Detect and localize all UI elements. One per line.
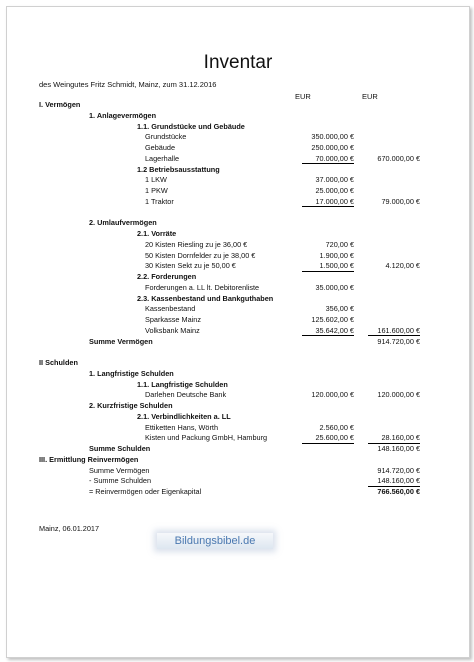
row-value-eur-1: 720,00 € [325,239,354,249]
row-label: 2.2. Forderungen [137,272,197,281]
subtotal-underline [302,443,354,444]
row-value-eur-1: 125.602,00 € [311,315,354,324]
document-subtitle: des Weingutes Fritz Schmidt, Mainz, zum 31.12.2016 [39,80,217,89]
row-value-eur-2: 766.560,00 € [377,487,420,496]
row-value-eur-2: 28.160,00 € [381,433,420,443]
row-label: 1. Anlagevermögen [89,110,157,120]
subtotal-underline [302,206,354,207]
row-value-eur-1: 35.000,00 € [315,282,354,292]
row-label: 2.1. Verbindlichkeiten a. LL [137,411,231,421]
row-label: = Reinvermögen oder Eigenkapital [89,487,202,496]
row-value-eur-2: 148.160,00 € [377,444,420,453]
row-value-eur-2: 914.720,00 € [377,465,420,475]
subtotal-underline [302,335,354,336]
row-label: - Summe Schulden [89,476,152,486]
row-value-eur-1: 70.000,00 € [315,153,354,163]
row-value-eur-1: 25.600,00 € [315,433,354,443]
column-header-eur-1: EUR [295,92,311,101]
row-value-eur-1: 35.642,00 € [315,325,354,335]
row-label: Sparkasse Mainz [145,315,201,324]
footer-date: Mainz, 06.01.2017 [39,524,100,533]
row-value-eur-2: 161.600,00 € [377,325,420,335]
row-label: 1 Traktor [145,196,174,206]
row-label: Summe Schulden [89,444,151,453]
row-label: Darlehen Deutsche Bank [145,390,227,400]
row-label: 1 LKW [145,175,167,185]
row-label: 30 Kisten Sekt zu je 50,00 € [145,261,236,271]
row-label: 1.1. Langfristige Schulden [137,379,228,389]
row-label: Gebäude [145,143,176,152]
row-label: III. Ermittlung Reinvermögen [39,454,139,464]
row-label: Lagerhalle [145,153,180,163]
subtotal-underline [302,271,354,272]
column-header-eur-2: EUR [362,92,378,101]
row-label: Summe Vermögen [89,465,150,475]
row-value-eur-1: 1.900,00 € [319,250,354,260]
row-label: 2.1. Vorräte [137,229,177,238]
row-value-eur-2: 148.160,00 € [377,476,420,486]
row-label: II Schulden [39,358,78,367]
row-label: 2.3. Kassenbestand und Bankguthaben [137,293,274,303]
row-label: Volksbank Mainz [145,325,200,335]
row-value-eur-1: 25.000,00 € [315,186,354,195]
row-value-eur-1: 17.000,00 € [315,196,354,206]
row-value-eur-1: 37.000,00 € [315,175,354,185]
row-label: 1.1. Grundstücke und Gebäude [137,121,245,131]
subtotal-underline [302,163,354,164]
row-value-eur-1: 356,00 € [325,304,354,314]
document-page [6,6,470,658]
document-title: Inventar [203,52,273,73]
row-value-eur-2: 79.000,00 € [381,196,420,206]
row-label: Summe Vermögen [89,336,153,346]
row-label: 1 PKW [145,186,168,195]
row-label: 2. Kurzfristige Schulden [89,401,173,410]
row-label: Kisten und Packung GmbH, Hamburg [145,433,268,443]
watermark-logo: Bildungsbibel.de [157,533,273,549]
row-label: Forderungen a. LL lt. Debitorenliste [145,282,260,292]
row-value-eur-1: 2.560,00 € [319,422,354,432]
row-label: Ettiketten Hans, Wörth [145,422,218,432]
row-value-eur-1: 120.000,00 € [311,390,354,400]
row-value-eur-2: 120.000,00 € [377,390,420,400]
row-label: 20 Kisten Riesling zu je 36,00 € [145,239,248,249]
row-label: 2. Umlaufvermögen [89,218,157,228]
row-label: 1.2 Betriebsausstattung [137,164,220,174]
row-label: I. Vermögen [39,100,81,109]
row-label: 50 Kisten Dornfelder zu je 38,00 € [145,250,256,260]
row-value-eur-2: 914.720,00 € [377,336,420,346]
row-label: Grundstücke [145,132,187,142]
row-value-eur-2: 670.000,00 € [377,153,420,163]
row-value-eur-1: 250.000,00 € [311,143,354,152]
row-value-eur-1: 1.500,00 € [319,261,354,271]
row-value-eur-1: 350.000,00 € [311,132,354,142]
row-label: Kassenbestand [145,304,196,314]
row-label: 1. Langfristige Schulden [89,368,174,378]
row-value-eur-2: 4.120,00 € [385,261,420,271]
